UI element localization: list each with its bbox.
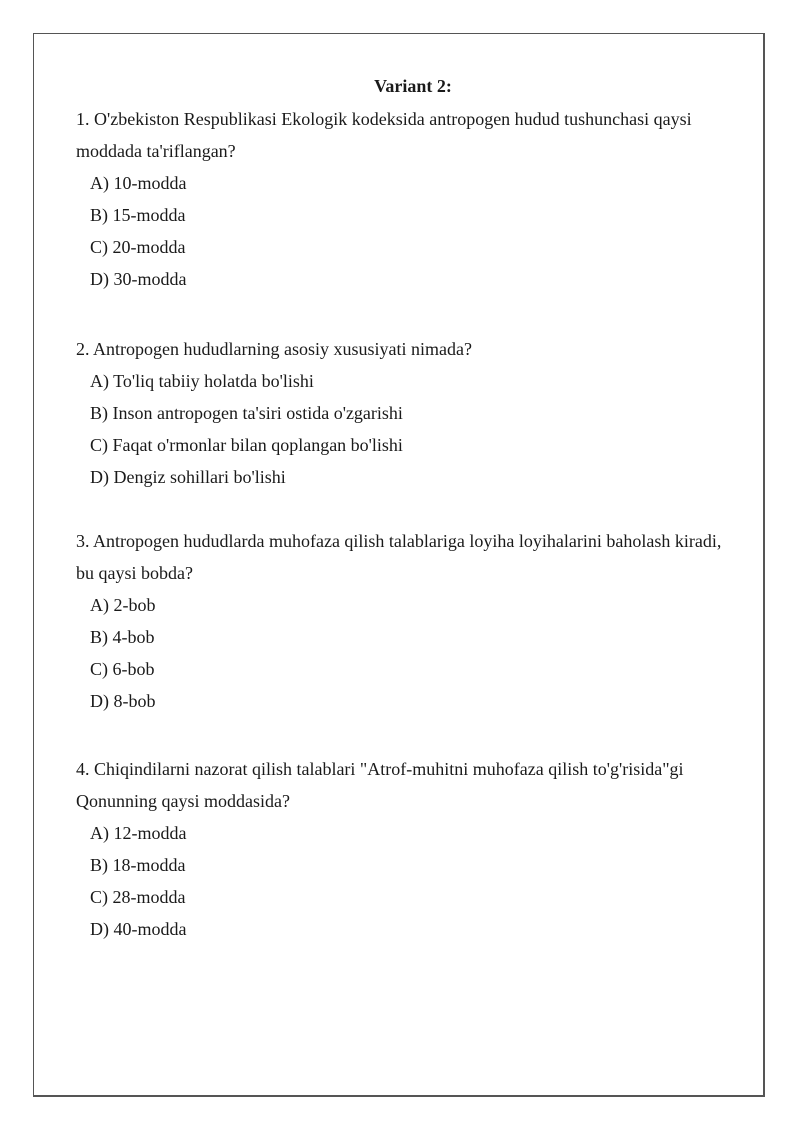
answer-options [76,589,736,717]
question-3 [76,525,736,717]
option-c: C) 20-modda [90,237,186,257]
option-a: A) To'liq tabiiy holatda bo'lishi [90,371,314,391]
question-text: 4. Chiqindilarni nazorat qilish talablari "Atrof-muhitni muhofaza qilish to'g'risida"gi Qonunning qaysi moddasida? [76,759,684,811]
option-d: D) Dengiz sohillari bo'lishi [90,467,286,487]
option-d: D) 40-modda [90,919,187,939]
option-a: A) 2-bob [90,595,156,615]
answer-options [76,167,736,295]
question-2 [76,333,736,493]
question-text: 1. O'zbekiston Respublikasi Ekologik kodeksida antropogen hudud tushunchasi qaysi moddada ta'riflangan? [76,109,692,161]
question-text: 2. Antropogen hududlarning asosiy xususiyati nimada? [76,339,472,359]
question-text: 3. Antropogen hududlarda muhofaza qilish talablariga loyiha loyihalarini baholash kiradi, bu qaysi bobda? [76,531,722,583]
question-1 [76,103,736,295]
option-d: D) 30-modda [90,269,187,289]
option-c: C) 28-modda [90,887,186,907]
question-4 [76,753,736,945]
option-d: D) 8-bob [90,691,156,711]
option-a: A) 10-modda [90,173,187,193]
option-b: B) 15-modda [90,205,186,225]
answer-options [76,817,736,945]
option-b: B) Inson antropogen ta'siri ostida o'zgarishi [90,403,403,423]
option-b: B) 18-modda [90,855,186,875]
option-a: A) 12-modda [90,823,187,843]
option-b: B) 4-bob [90,627,155,647]
option-c: C) Faqat o'rmonlar bilan qoplangan bo'lishi [90,435,403,455]
option-c: C) 6-bob [90,659,155,679]
document-title: Variant 2: [374,76,452,96]
answer-options [76,365,736,493]
